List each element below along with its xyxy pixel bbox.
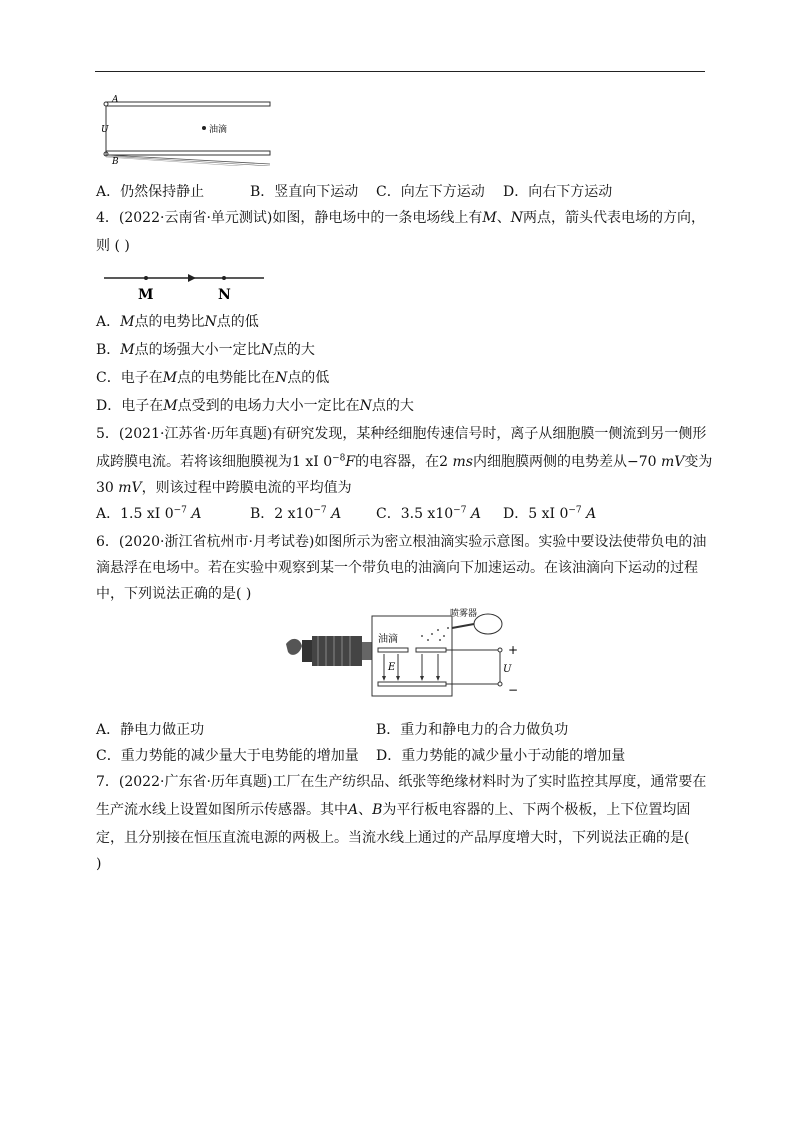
q4-field-line-figure bbox=[104, 268, 268, 302]
q3-option-a: A．仍然保持静止 bbox=[96, 184, 205, 200]
q3-option-c: C．向左下方运动 bbox=[376, 184, 485, 200]
q6-label-u: U bbox=[503, 664, 512, 675]
q6-stem-line-3: 中，下列说法正确的是( ) bbox=[96, 586, 252, 602]
q3-label-b: B bbox=[112, 157, 119, 166]
q6-label-e: E bbox=[388, 662, 396, 673]
q4-option-d: D．电子在M点受到的电场力大小一定比在N点的大 bbox=[96, 398, 414, 414]
q3-label-a: A bbox=[112, 95, 119, 105]
q5-stem-line-3: 30 mV，则该过程中跨膜电流的平均值为 bbox=[96, 480, 352, 496]
q6-option-c: C．重力势能的减少量大于电势能的增加量 bbox=[96, 748, 359, 764]
q6-stem-line-1: 6．(2020·浙江省杭州市·月考试卷)如图所示为密立根油滴实验示意图。实验中要设法使带负电的油 bbox=[96, 534, 707, 550]
q5-option-c: C．3.5 $x10^{-7}$ A bbox=[376, 505, 482, 522]
q7-stem-line-2: 生产流水线上设置如图所示传感器。其中A、B为平行板电容器的上、下两个极板，上下位置均固 bbox=[96, 802, 691, 818]
q4-stem-line-2: 则 ( ) bbox=[96, 238, 130, 254]
q7-stem-line-1: 7．(2022·广东省·历年真题)工厂在生产纺织品、纸张等绝缘材料时为了实时监控其厚度，通常要在 bbox=[96, 774, 707, 790]
header-rule bbox=[95, 71, 705, 72]
q4-option-b: B．M点的场强大小一定比N点的大 bbox=[96, 342, 315, 358]
q3-label-drop: 油滴 bbox=[209, 125, 228, 135]
q4-stem-line-1: 4．(2022·云南省·单元测试)如图，静电场中的一条电场线上有M、N两点，箭头代表电场的方向， bbox=[96, 210, 705, 226]
q5-option-b: B．2 $x10^{-7}$ A bbox=[250, 505, 342, 522]
q5-option-a: A．1.5 xI $0^{-7}$ A bbox=[96, 505, 202, 522]
q6-millikan-figure bbox=[282, 606, 522, 702]
q7-stem-line-3: 定，且分别接在恒压直流电源的两极上。当流水线上通过的产品厚度增大时，下列说法正确的是( bbox=[96, 830, 690, 846]
q4-option-c: C．电子在M点的电势能比在N点的低 bbox=[96, 370, 330, 386]
q4-label-m: M bbox=[138, 287, 154, 302]
q6-stem-line-2: 滴悬浮在电场中。若在实验中观察到某一个带负电的油滴向下加速运动。在该油滴向下运动的过程 bbox=[96, 560, 698, 576]
q6-label-sprayer: 喷雾器 bbox=[450, 609, 478, 619]
q6-option-d: D．重力势能的减少量小于动能的增加量 bbox=[376, 748, 626, 764]
q3-option-d: D．向右下方运动 bbox=[503, 184, 613, 200]
q4-option-a: A．M点的电势比N点的低 bbox=[96, 314, 259, 330]
q6-option-a: A．静电力做正功 bbox=[96, 722, 205, 738]
q7-stem-line-4: ) bbox=[96, 856, 102, 872]
q6-label-minus: − bbox=[508, 683, 519, 697]
q3-option-b: B．竖直向下运动 bbox=[250, 184, 359, 200]
q6-label-plus: + bbox=[508, 643, 519, 657]
q3-capacitor-figure bbox=[100, 94, 280, 166]
q3-label-u: U bbox=[101, 125, 109, 135]
q5-option-d: D．5 xI $0^{-7}$ A bbox=[503, 505, 597, 522]
q5-stem-line-2: 成跨膜电流。若将该细胞膜视为1 xI $0^{-8}F$的电容器，在2 ms内细胞膜两侧的电势差从−70 mV变为 bbox=[96, 453, 713, 470]
q6-option-b: B．重力和静电力的合力做负功 bbox=[376, 722, 569, 738]
q5-stem-line-1: 5．(2021·江苏省·历年真题)有研究发现，某种经细胞传速信号时，离子从细胞膜一侧流到另一侧形 bbox=[96, 426, 707, 442]
q6-label-drop: 油滴 bbox=[378, 634, 398, 645]
q4-label-n: N bbox=[218, 287, 231, 302]
